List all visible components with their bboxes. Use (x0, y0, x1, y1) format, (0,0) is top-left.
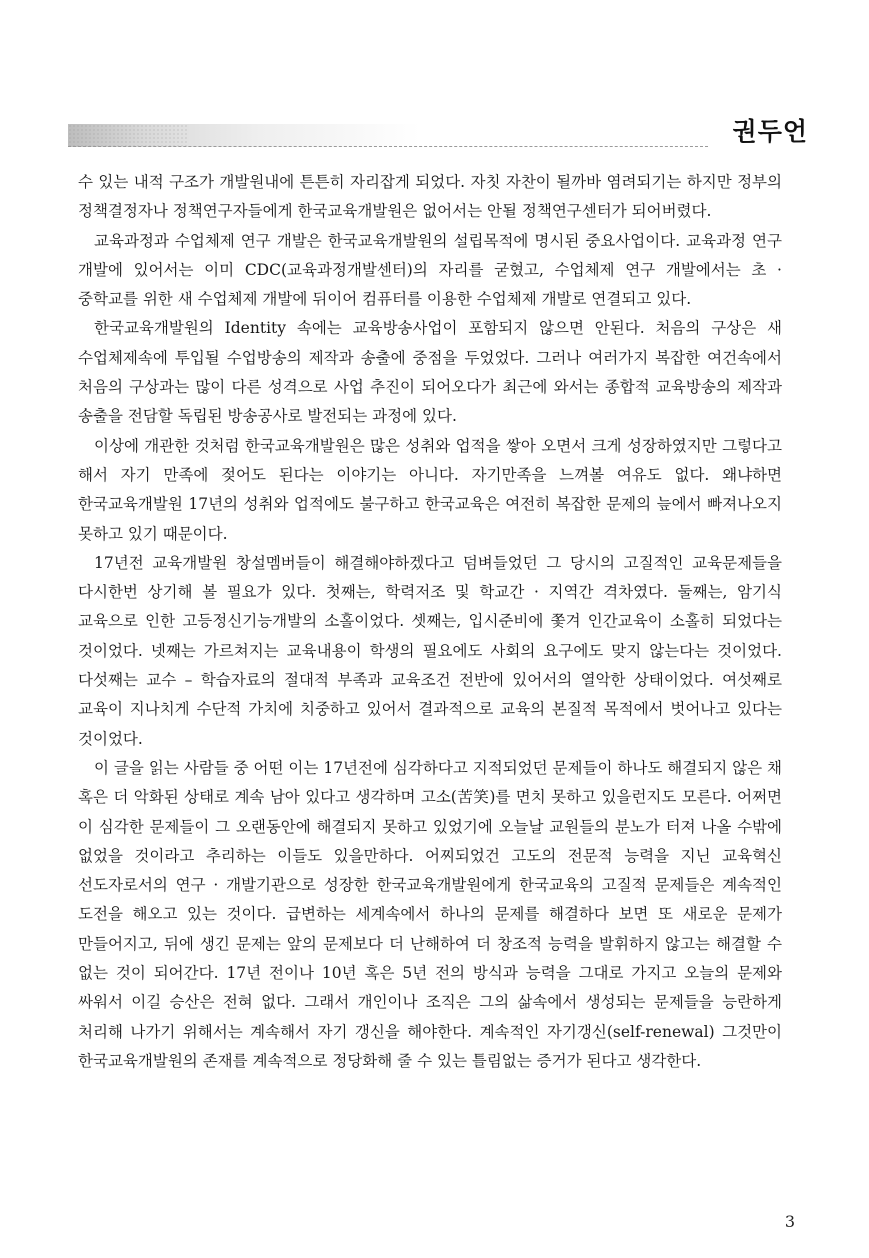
section-title: 권두언 (732, 117, 808, 146)
paragraph: 교육과정과 수업체제 연구 개발은 한국교육개발원의 설립목적에 명시된 중요사업이다. 교육과정 연구 개발에 있어서는 이미 CDC(교육과정개발센터)의 자리를 굳혔고, 수업체제 연구 개발에서는 초 · 중학교를 위한 새 수업체제 개발에 뒤이어 컴퓨터를 이용한 수업체제 개발로 연결되고 있다. (78, 231, 782, 309)
body-text (78, 168, 782, 1076)
page-number: 3 (784, 1212, 795, 1231)
paragraph: 17년전 교육개발원 창설멤버들이 해결해야하겠다고 덤벼들었던 그 당시의 고질적인 교육문제들을 다시한번 상기해 볼 필요가 있다. 첫째는, 학력저조 및 학교간 · 지역간 격차였다. 둘째는, 암기식 교육으로 인한 고등정신기능개발의 소홀이었다. 셋째는, 입시준비에 쫓겨 인간교육이 소홀히 되었다는 것이었다. 넷째는 가르쳐지는 교육내용이 학생의 필요에도 사회의 요구에도 맞지 않는다는 것이었다. 다섯째는 교수 – 학습자료의 절대적 부족과 교육조건 전반에 있어서의 열악한 상태이었다. 여섯째로 교육이 지나치게 수단적 가치에 치중하고 있어서 결과적으로 교육의 본질적 목적에서 벗어나고 있다는 것이었다. (78, 553, 782, 748)
paragraph: 이 글을 읽는 사람들 중 어떤 이는 17년전에 심각하다고 지적되었던 문제들이 하나도 해결되지 않은 채 혹은 더 악화된 상태로 계속 남아 있다고 생각하며 고소(苦笑)를 면치 못하고 있을런지도 모른다. 어쩌면 이 심각한 문제들이 그 오랜동안에 해결되지 못하고 있었기에 오늘날 교원들의 분노가 터져 나올 수밖에 없었을 것이라고 추리하는 이들도 있을만하다. 어찌되었건 고도의 전문적 능력을 지닌 교육혁신 선도자로서의 연구 · 개발기관으로 성장한 한국교육개발원에게 한국교육의 고질적 문제들은 계속적인 도전을 해오고 있는 것이다. 급변하는 세계속에서 하나의 문제를 해결하다 보면 또 새로운 문제가 만들어지고, 뒤에 생긴 문제는 앞의 문제보다 더 난해하여 더 창조적 능력을 발휘하지 않고는 해결할 수 없는 것이 되어간다. 17년 전이나 10년 혹은 5년 전의 방식과 능력을 그대로 가지고 오늘의 문제와 싸워서 이길 승산은 전혀 없다. 그래서 개인이나 조직은 그의 삶속에서 생성되는 문제들을 능란하게 처리해 나가기 위해서는 계속해서 자기 갱신을 해야한다. 계속적인 자기갱신(self-renewal) 그것만이 한국교육개발원의 존재를 계속적으로 정당화해 줄 수 있는 틀림없는 증거가 된다고 생각한다. (78, 758, 782, 1070)
paragraph: 한국교육개발원의 Identity 속에는 교육방송사업이 포함되지 않으면 안된다. 처음의 구상은 새 수업체제속에 투입될 수업방송의 제작과 송출에 중점을 두었었다. 그러나 여러가지 복잡한 여건속에서 처음의 구상과는 많이 다른 성격으로 사업 추진이 되어오다가 최근에 와서는 종합적 교육방송의 제작과 송출을 전담할 독립된 방송공사로 발전되는 과정에 있다. (78, 319, 782, 426)
paragraph: 이상에 개관한 것처럼 한국교육개발원은 많은 성취와 업적을 쌓아 오면서 크게 성장하였지만 그렇다고 해서 자기 만족에 젖어도 된다는 이야기는 아니다. 자기만족을 느껴볼 여유도 없다. 왜냐하면 한국교육개발원 17년의 성취와 업적에도 불구하고 한국교육은 여전히 복잡한 문제의 늪에서 빠져나오지 못하고 있기 때문이다. (78, 436, 782, 543)
paragraph-continued: 수 있는 내적 구조가 개발원내에 튼튼히 자리잡게 되었다. 자칫 자찬이 될까바 염려되기는 하지만 정부의 정책결정자나 정책연구자들에게 한국교육개발원은 없어서는 안될 정책연구센터가 되어버렸다. (78, 173, 782, 221)
header-rule (68, 124, 708, 147)
running-header (68, 106, 808, 152)
